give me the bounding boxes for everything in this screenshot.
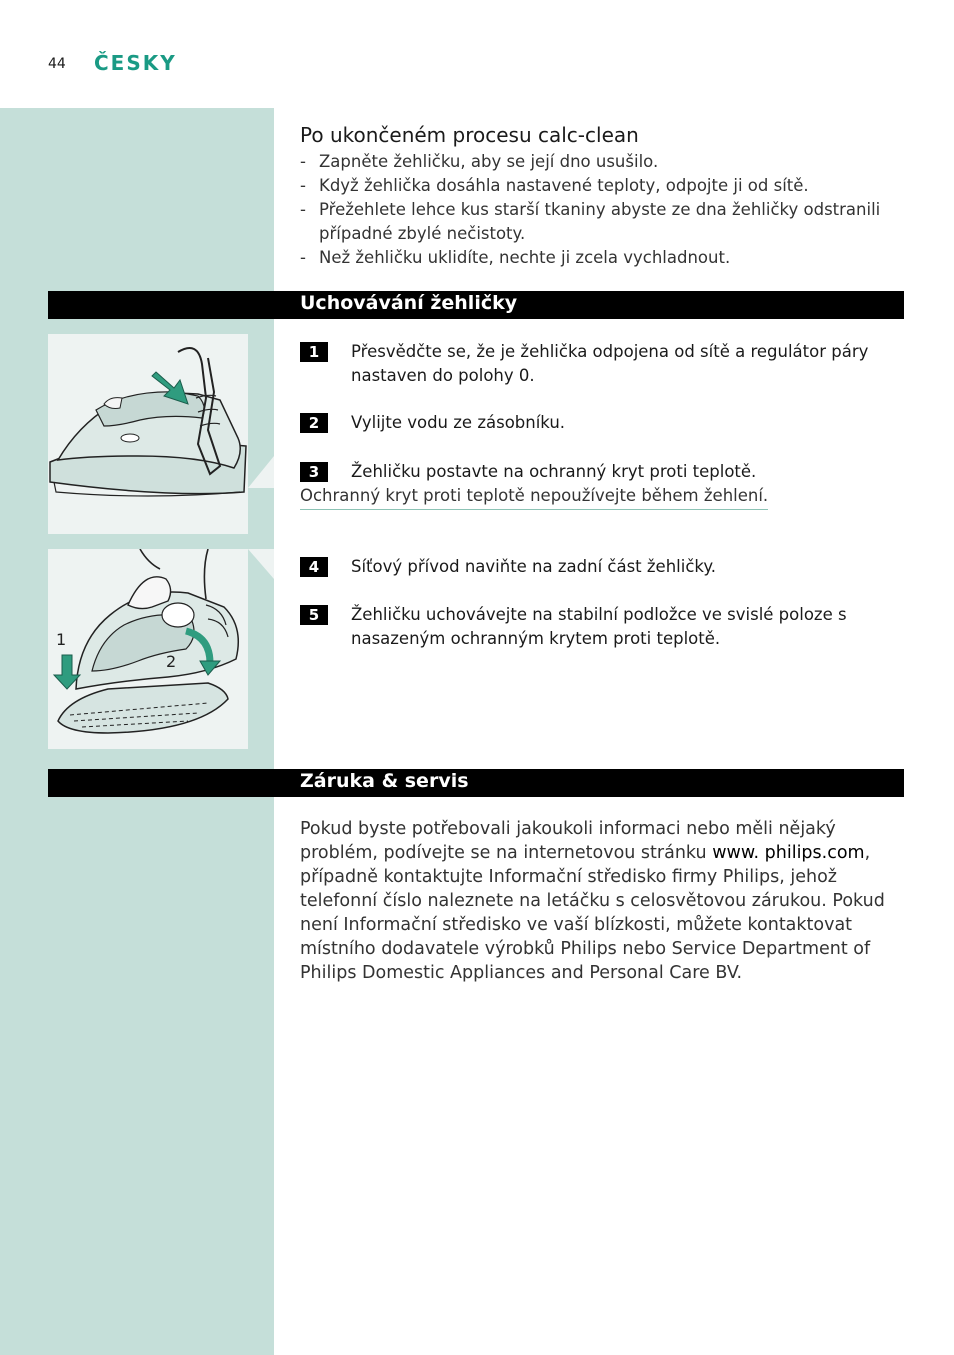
iron-figure-1 [48, 334, 248, 534]
list-item: - Když žehlička dosáhla nastavené teploty, odpojte ji od sítě. [300, 174, 900, 198]
iron-vertical-storage-illustration [48, 549, 248, 749]
list-item: - Přežehlete lehce kus starší tkaniny abyste ze dna žehličky odstranili případné zbylé nečistoty. [300, 198, 900, 246]
language-title: ČESKY [94, 51, 177, 75]
heat-cover-note: Ochranný kryt proti teplotě nepoužívejte během žehlení. [300, 484, 768, 510]
list-item: - Než žehličku uklidíte, nechte ji zcela vychladnout. [300, 246, 900, 270]
storage-section-bar [48, 291, 904, 319]
step-number: 4 [300, 557, 328, 577]
storage-step-5 [300, 603, 904, 651]
step-text: Žehličku uchovávejte na stabilní podložce ve svislé poloze s nasazeným ochranným krytem proti teplotě. [351, 605, 847, 648]
after-calc-clean-heading: Po ukončeném procesu calc-clean [300, 123, 639, 147]
figure-label-1: 1 [56, 630, 67, 649]
step-text: Žehličku postavte na ochranný kryt proti teplotě. [351, 462, 757, 481]
figure-1-pointer [248, 456, 274, 488]
storage-section-title: Uchovávání žehličky [300, 292, 518, 314]
step-number: 5 [300, 605, 328, 625]
iron-figure-2 [48, 549, 248, 749]
figure-label-2: 2 [166, 652, 177, 671]
storage-step-1 [300, 340, 904, 388]
warranty-text-after: , případně kontaktujte Informační středisko firmy Philips, jehož telefonní číslo naleznete na letáčku s celosvětovou zárukou. Pokud není Informační středisko ve vaší blízkosti, můžete kontaktovat místního dodavatele výrobků Philips nebo Service Department of Philips Domestic Appliances and Personal Care BV. [300, 843, 885, 983]
step-text: Přesvědčte se, že je žehlička odpojena od sítě a regulátor páry nastaven do polohy 0. [351, 342, 869, 385]
step-number: 2 [300, 413, 328, 433]
step-text: Vylijte vodu ze zásobníku. [351, 413, 566, 432]
warranty-section-bar [48, 769, 904, 797]
page-number: 44 [48, 56, 66, 72]
step-text: Síťový přívod naviňte na zadní část žehličky. [351, 557, 717, 576]
storage-step-2 [300, 411, 904, 435]
philips-url-link[interactable]: www. philips.com [712, 843, 865, 863]
figure-2-pointer [248, 549, 274, 579]
step-number: 1 [300, 342, 328, 362]
after-calc-clean-list [300, 150, 900, 270]
step-number: 3 [300, 462, 328, 482]
warranty-paragraph [300, 817, 904, 985]
storage-step-3 [300, 460, 904, 484]
warranty-text-before: Pokud byste potřebovali jakoukoli informaci nebo měli nějaký problém, podívejte se na internetovou stránku [300, 819, 836, 863]
list-item: - Zapněte žehličku, aby se její dno usušilo. [300, 150, 900, 174]
warranty-section-title: Záruka & servis [300, 770, 469, 792]
storage-step-4 [300, 555, 904, 579]
iron-on-heat-cover-illustration [48, 334, 248, 534]
